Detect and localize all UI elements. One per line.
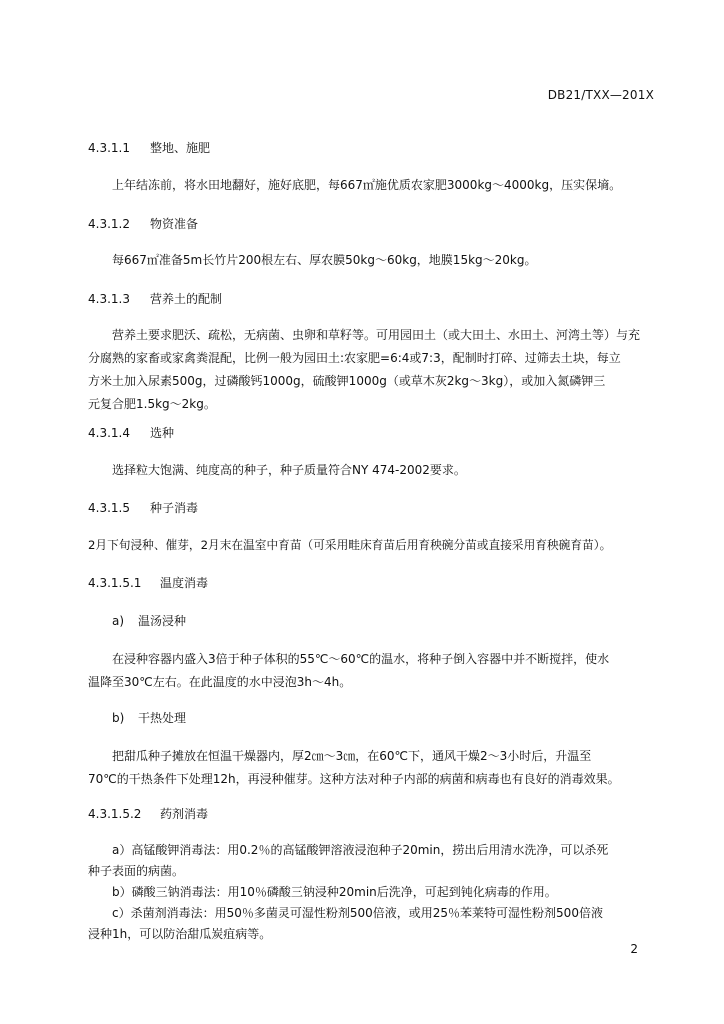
heading-4312 bbox=[88, 215, 198, 232]
paragraph-4312: 每667㎡准备5m长竹片200根左右、厚农膜50kg～60kg，地膜15kg～20kg。 bbox=[112, 253, 537, 267]
paragraph-line: 70℃的干热条件下处理12h，再浸种催芽。这种方法对种子内部的病菌和病毒也有良好的消毒效果。 bbox=[88, 772, 620, 786]
paragraph-line: 种子表面的病菌。 bbox=[88, 864, 185, 878]
paragraph-line: b）磷酸三钠消毒法：用10％磷酸三钠浸种20min后洗净，可起到钝化病毒的作用。 bbox=[112, 885, 557, 899]
paragraph-line: 浸种1h，可以防治甜瓜炭疽病等。 bbox=[88, 927, 272, 941]
heading-title: 药剂消毒 bbox=[160, 807, 209, 821]
heading-title: 温度消毒 bbox=[160, 576, 209, 590]
paragraph-43152 bbox=[88, 840, 658, 945]
heading-number: 4.3.1.3 bbox=[88, 292, 130, 306]
heading-number: 4.3.1.1 bbox=[88, 141, 130, 155]
heading-43151 bbox=[88, 574, 208, 591]
heading-title: 种子消毒 bbox=[150, 501, 199, 515]
paragraph-4311: 上年结冻前，将水田地翻好，施好底肥，每667㎡施优质农家肥3000kg～4000kg，压实保墒。 bbox=[112, 178, 622, 192]
heading-4313 bbox=[88, 290, 222, 307]
heading-number: 4.3.1.4 bbox=[88, 426, 130, 440]
list-marker: b) bbox=[112, 711, 125, 725]
list-marker: a) bbox=[112, 614, 125, 628]
heading-title: 营养土的配制 bbox=[150, 292, 223, 306]
heading-title: 整地、施肥 bbox=[150, 141, 211, 155]
list-item-title: 温汤浸种 bbox=[138, 614, 187, 628]
heading-title: 物资准备 bbox=[150, 217, 199, 231]
paragraph-line: 元复合肥1.5kg～2kg。 bbox=[88, 397, 216, 411]
paragraph-line: 营养土要求肥沃、疏松，无病菌、虫卵和草籽等。可用园田土（或大田土、水田土、河湾土等）与充 bbox=[112, 328, 641, 342]
paragraph-line: 在浸种容器内盛入3倍于种子体积的55℃～60℃的温水，将种子倒入容器中并不断搅拌，使水 bbox=[112, 652, 610, 666]
paragraph-line: a）高锰酸钾消毒法：用0.2％的高锰酸钾溶液浸泡种子20min，捞出后用清水洗净，可以杀死 bbox=[112, 843, 609, 857]
paragraph-4313 bbox=[88, 324, 658, 416]
heading-number: 4.3.1.2 bbox=[88, 217, 130, 231]
paragraph-line: 方米土加入尿素500g，过磷酸钙1000g，硫酸钾1000g（或草木灰2kg～3kg），或加入氮磷钾三 bbox=[88, 374, 606, 388]
heading-4311 bbox=[88, 139, 210, 156]
heading-number: 4.3.1.5.2 bbox=[88, 807, 142, 821]
paragraph-dry-heat bbox=[88, 745, 658, 791]
paragraph-warm-soak bbox=[88, 648, 658, 694]
paragraph-line: 把甜瓜种子摊放在恒温干燥器内，厚2㎝～3㎝，在60℃下，通风干燥2～3小时后，升温至 bbox=[112, 749, 592, 763]
heading-4315 bbox=[88, 499, 198, 516]
paragraph-4314: 选择粒大饱满、纯度高的种子，种子质量符合NY 474-2002要求。 bbox=[112, 463, 466, 477]
heading-4314 bbox=[88, 424, 174, 441]
list-item-a bbox=[112, 612, 186, 629]
heading-43152 bbox=[88, 805, 208, 822]
standard-code: DB21/TXX—201X bbox=[547, 88, 654, 102]
page-number: 2 bbox=[630, 942, 638, 956]
list-item-title: 干热处理 bbox=[138, 711, 187, 725]
heading-number: 4.3.1.5 bbox=[88, 501, 130, 515]
list-item-b bbox=[112, 709, 186, 726]
heading-title: 选种 bbox=[150, 426, 175, 440]
heading-number: 4.3.1.5.1 bbox=[88, 576, 142, 590]
paragraph-line: 分腐熟的家畜或家禽粪混配，比例一般为园田土:农家肥=6:4或7:3，配制时打碎、过筛去土块，每立 bbox=[88, 351, 621, 365]
paragraph-line: c）杀菌剂消毒法：用50％多菌灵可湿性粉剂500倍液，或用25％苯莱特可湿性粉剂500倍液 bbox=[112, 906, 603, 920]
paragraph-4315: 2月下旬浸种、催芽，2月末在温室中育苗（可采用畦床育苗后用育秧碗分苗或直接采用育秧碗育苗）。 bbox=[88, 538, 612, 552]
paragraph-line: 温降至30℃左右。在此温度的水中浸泡3h～4h。 bbox=[88, 675, 352, 689]
